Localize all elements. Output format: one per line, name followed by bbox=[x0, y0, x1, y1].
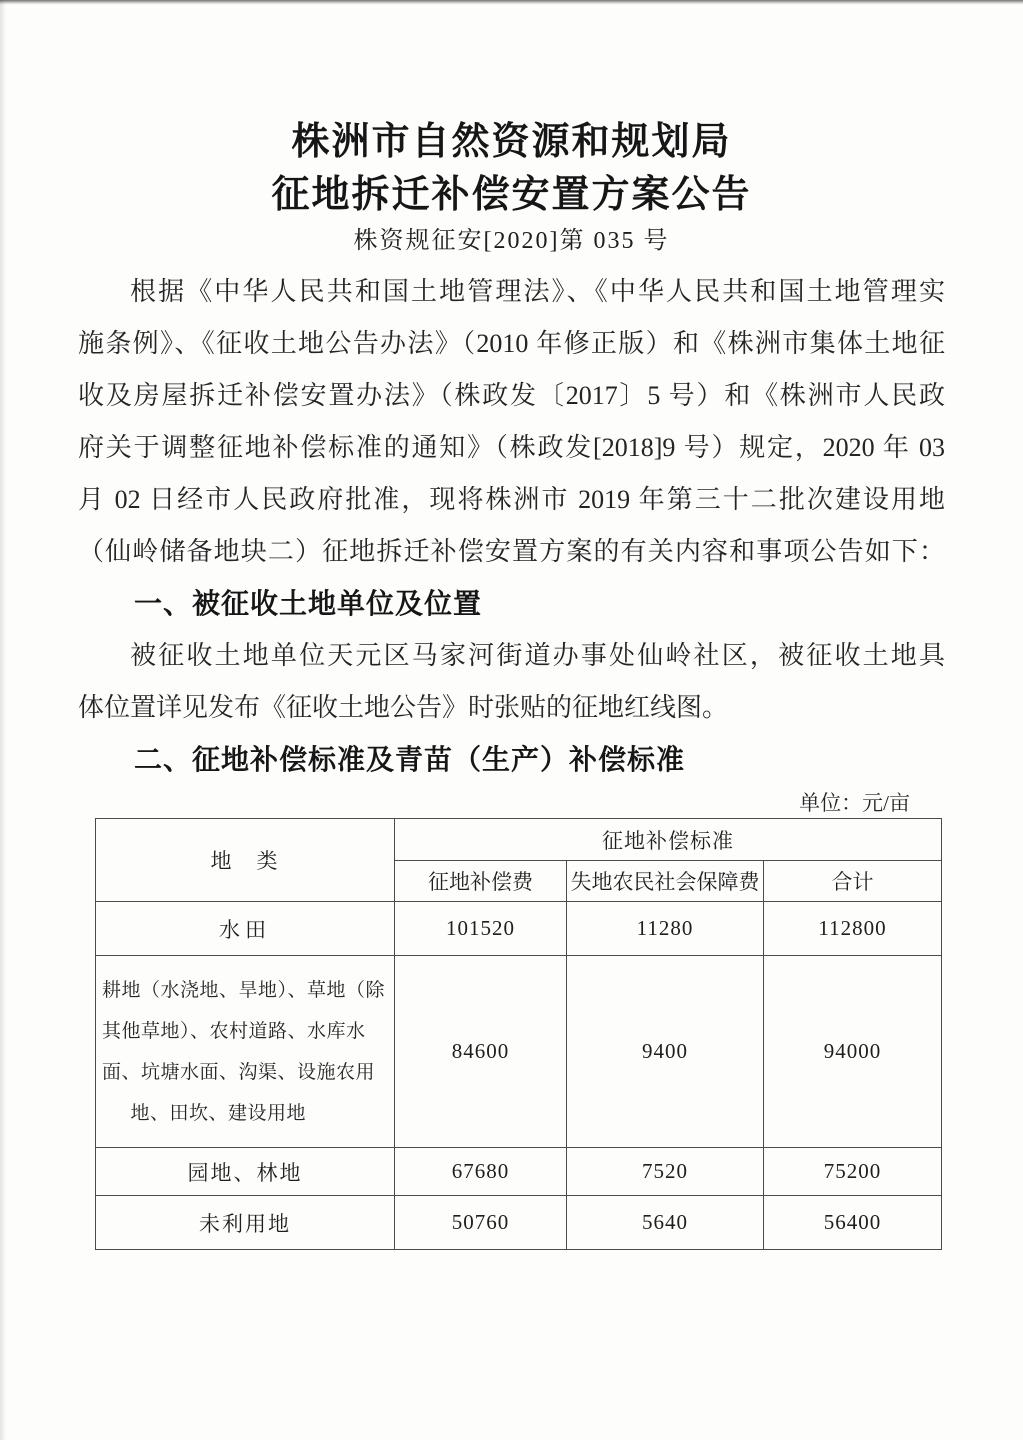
table-header-social: 失地农民社会保障费 bbox=[567, 861, 764, 902]
land-type-line-3: 面、坑塘水面、沟渠、设施农用 bbox=[102, 1061, 376, 1083]
document-title bbox=[0, 116, 1023, 222]
fee-cell: 67680 bbox=[395, 1148, 567, 1196]
social-cell: 7520 bbox=[567, 1148, 764, 1196]
fee-cell: 84600 bbox=[395, 956, 567, 1148]
document-body bbox=[0, 266, 1023, 1250]
intro-line-2: 施条例》、《征收土地公告办法》（2010 年修正版）和《株洲市集体土地征 bbox=[78, 329, 945, 358]
document-header bbox=[0, 0, 1023, 260]
intro-line-4: 府关于调整征地补偿标准的通知》（株政发[2018]9 号）规定，2020 年 03 bbox=[78, 433, 945, 462]
social-cell: 11280 bbox=[567, 902, 764, 956]
total-cell: 94000 bbox=[764, 956, 942, 1148]
title-line-1: 株洲市自然资源和规划局 bbox=[291, 121, 732, 163]
table-unit-label: 单位：元/亩 bbox=[799, 791, 910, 815]
social-cell: 9400 bbox=[567, 956, 764, 1148]
table-header-row-1 bbox=[96, 819, 942, 861]
total-cell: 75200 bbox=[764, 1148, 942, 1196]
table-row-farmland bbox=[96, 956, 942, 1148]
fee-cell: 101520 bbox=[395, 902, 567, 956]
table-row-paddy bbox=[96, 902, 942, 956]
intro-line-6: （仙岭储备地块二）征地拆迁补偿安置方案的有关内容和事项公告如下： bbox=[78, 537, 945, 566]
table-header-fee: 征地补偿费 bbox=[395, 861, 567, 902]
intro-line-5: 月 02 日经市人民政府批准，现将株洲市 2019 年第三十二批次建设用地 bbox=[78, 485, 945, 514]
intro-paragraph bbox=[78, 266, 945, 578]
land-type-cell bbox=[96, 956, 395, 1148]
compensation-table bbox=[95, 818, 942, 1250]
section-1-paragraph bbox=[78, 630, 945, 734]
table-row-garden-forest bbox=[96, 1148, 942, 1196]
land-type-cell: 水田 bbox=[96, 902, 395, 956]
land-type-line-2: 其他草地）、农村道路、水库水 bbox=[102, 1020, 366, 1042]
total-cell: 112800 bbox=[764, 902, 942, 956]
section-2-heading: 二、征地补偿标准及青苗（生产）补偿标准 bbox=[134, 744, 686, 775]
section-1-heading: 一、被征收土地单位及位置 bbox=[134, 588, 483, 619]
land-type-line-4: 地、田坎、建设用地 bbox=[130, 1102, 307, 1124]
table-header-total: 合计 bbox=[764, 861, 942, 902]
table-header-land-type: 地 类 bbox=[96, 819, 395, 902]
land-type-line-1: 耕地（水浇地、旱地）、草地（除 bbox=[102, 979, 386, 1001]
social-cell: 5640 bbox=[567, 1196, 764, 1250]
section-1-line-1: 被征收土地单位天元区马家河街道办事处仙岭社区，被征收土地具 bbox=[130, 641, 945, 670]
table-header-standard-group: 征地补偿标准 bbox=[395, 819, 942, 861]
land-type-cell: 未利用地 bbox=[96, 1196, 395, 1250]
section-1-line-2: 体位置详见发布《征收土地公告》时张贴的征地红线图。 bbox=[78, 693, 729, 722]
title-line-2: 征地拆迁补偿安置方案公告 bbox=[271, 174, 752, 216]
intro-line-3: 收及房屋拆迁补偿安置办法》（株政发〔2017〕5 号）和《株洲市人民政 bbox=[78, 381, 945, 410]
fee-cell: 50760 bbox=[395, 1196, 567, 1250]
land-type-cell: 园地、林地 bbox=[96, 1148, 395, 1196]
intro-line-1: 根据《中华人民共和国土地管理法》、《中华人民共和国土地管理实 bbox=[130, 277, 945, 306]
document-number: 株资规征安[2020]第 035 号 bbox=[353, 228, 670, 254]
total-cell: 56400 bbox=[764, 1196, 942, 1250]
table-row-unused bbox=[96, 1196, 942, 1250]
